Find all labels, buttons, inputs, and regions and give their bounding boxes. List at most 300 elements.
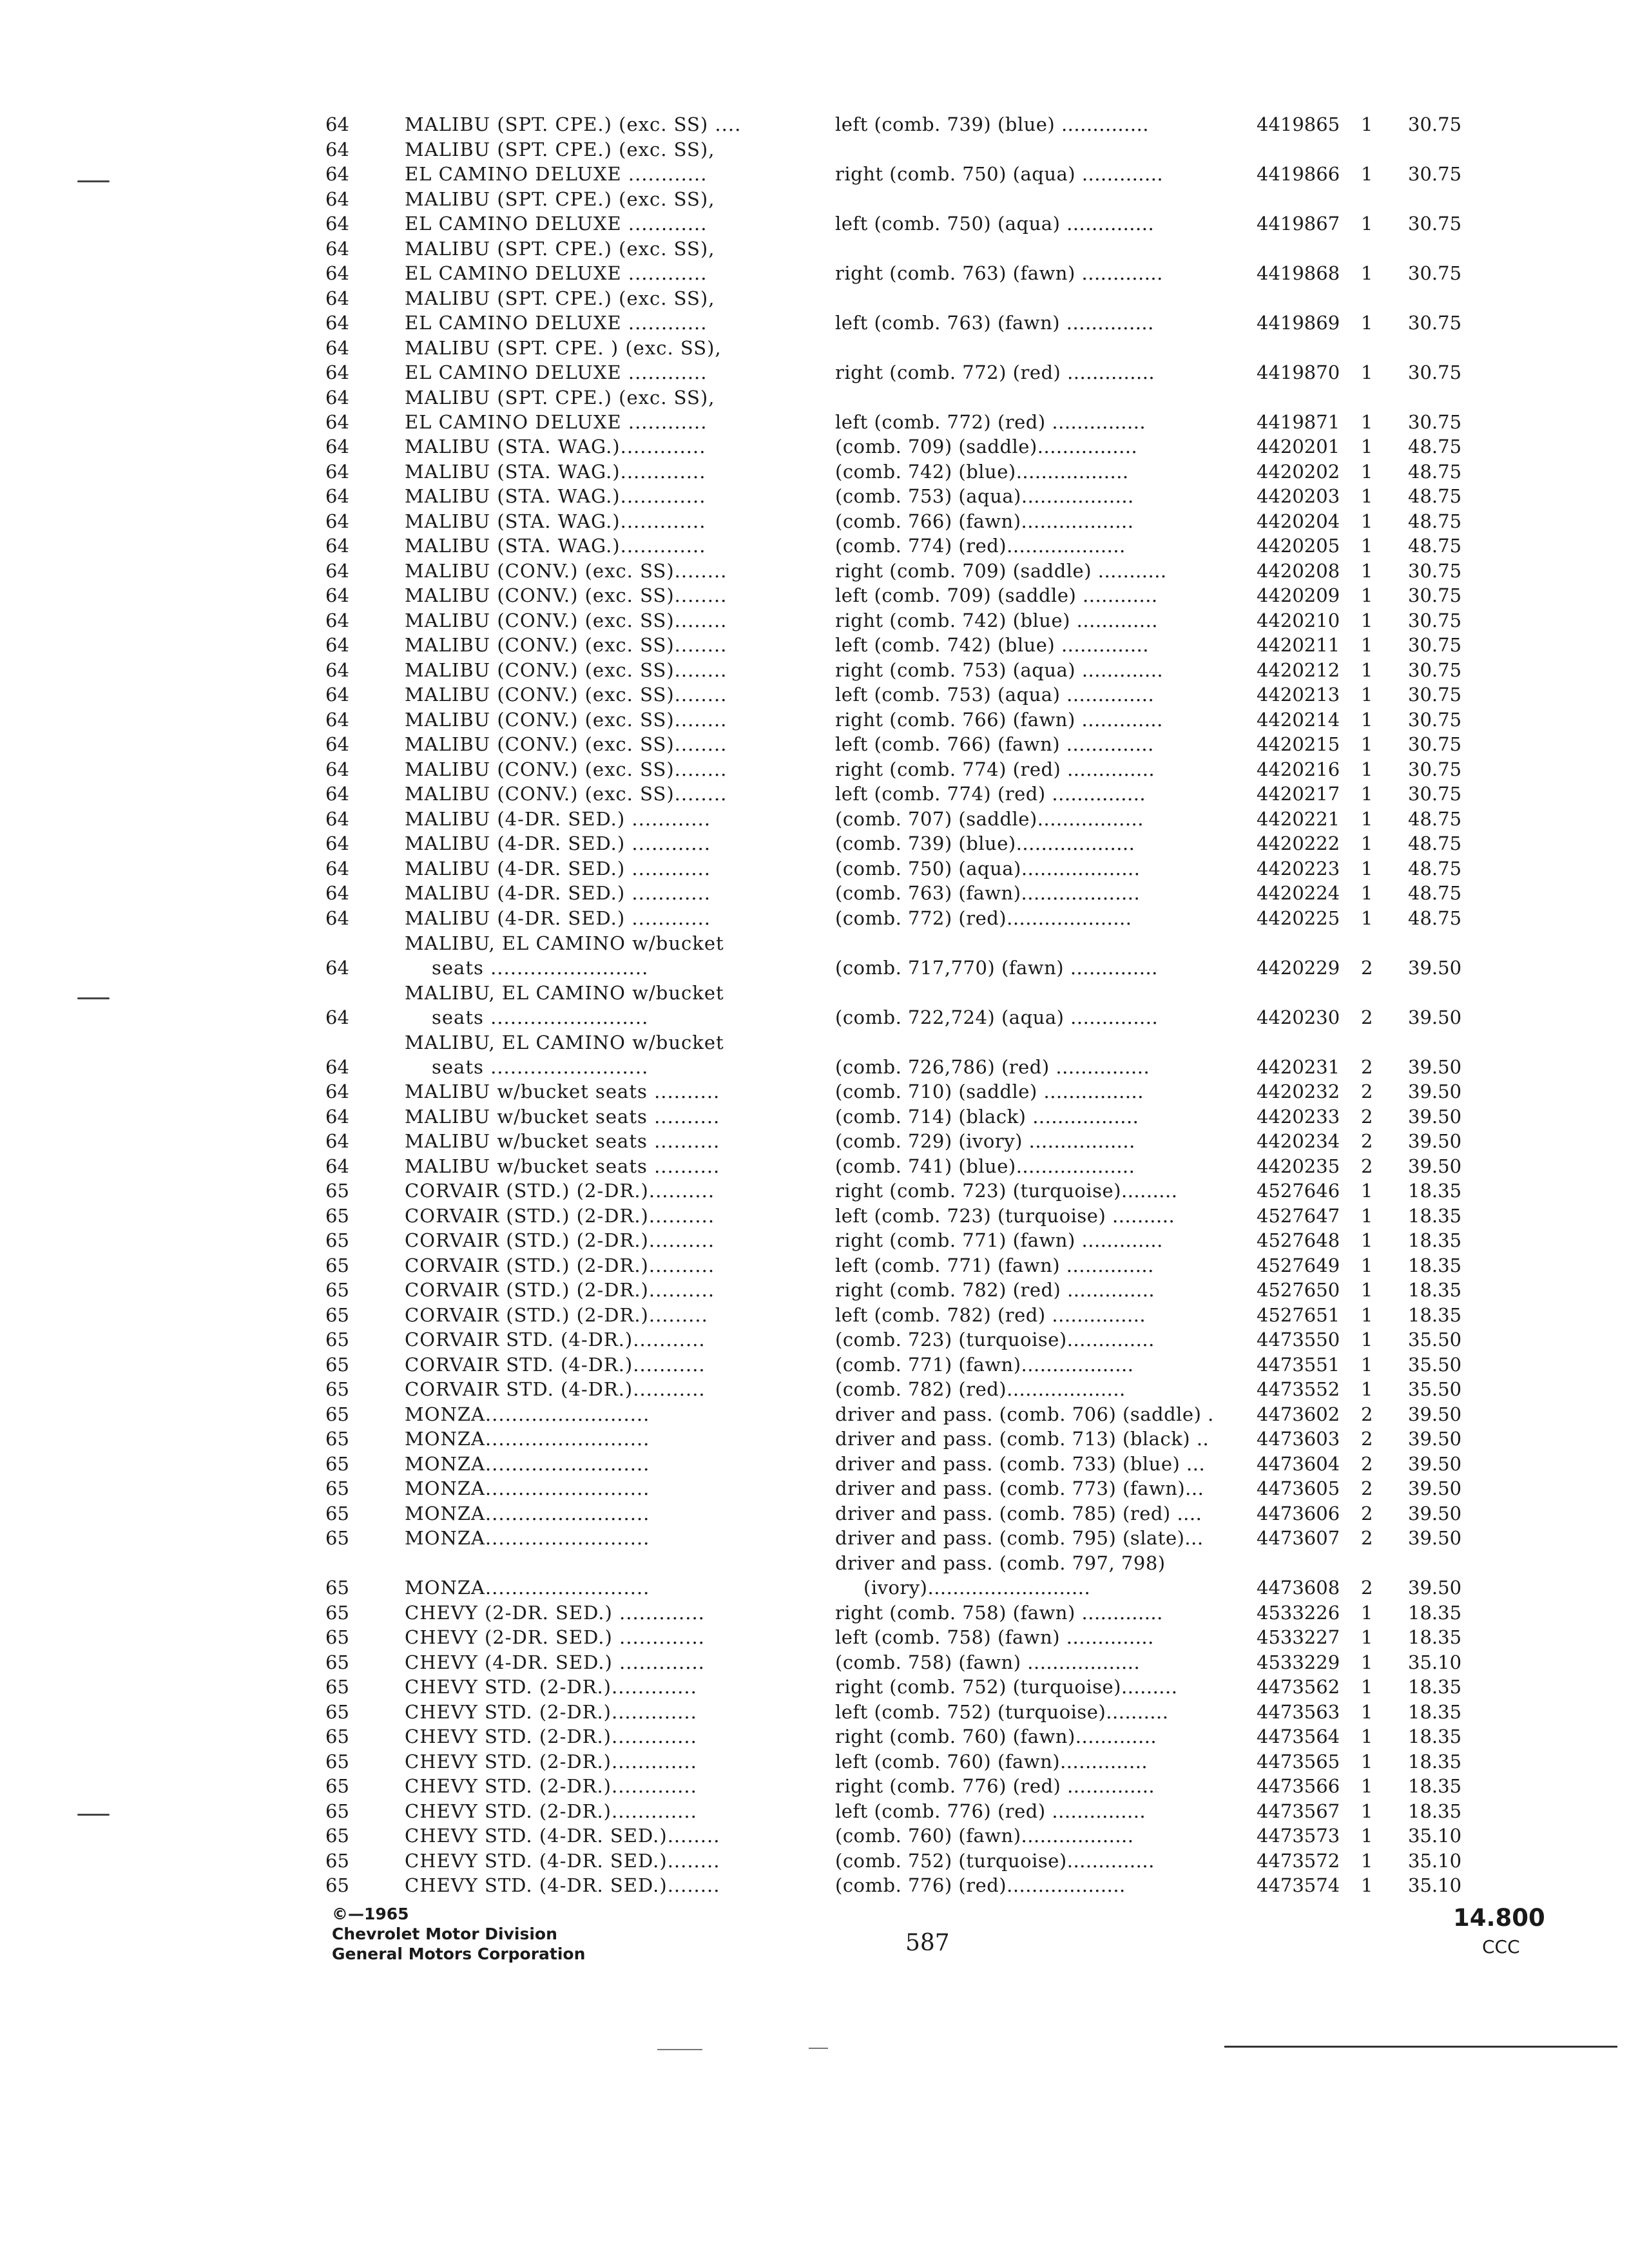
part-number-cell: 4533229 bbox=[1257, 1651, 1340, 1673]
model-cell: MONZA......................... bbox=[405, 1428, 650, 1450]
quantity-cell: 1 bbox=[1361, 807, 1373, 830]
model-cell: MALIBU (CONV.) (exc. SS)........ bbox=[405, 684, 728, 706]
price-cell: 39.50 bbox=[1408, 956, 1462, 979]
description-cell: (comb. 707) (saddle)................. bbox=[835, 807, 1144, 830]
year-cell: 64 bbox=[325, 1006, 349, 1028]
year-cell: 65 bbox=[325, 1452, 349, 1475]
description-cell: (comb. 729) (ivory) ................. bbox=[835, 1130, 1135, 1152]
price-cell: 35.50 bbox=[1408, 1353, 1462, 1376]
description-cell: right (comb. 750) (aqua) ............. bbox=[835, 162, 1164, 185]
year-cell: 65 bbox=[325, 1378, 349, 1400]
description-cell: (comb. 782) (red)................... bbox=[835, 1378, 1126, 1400]
part-number-cell: 4473606 bbox=[1257, 1502, 1340, 1524]
part-number-cell: 4527651 bbox=[1257, 1303, 1340, 1326]
quantity-cell: 2 bbox=[1361, 1527, 1373, 1549]
quantity-cell: 1 bbox=[1361, 733, 1373, 755]
model-cell: CORVAIR STD. (4-DR.)........... bbox=[405, 1353, 706, 1376]
section-code: CCC bbox=[1482, 1936, 1520, 1957]
year-cell: 64 bbox=[325, 609, 349, 631]
price-cell: 39.50 bbox=[1408, 1130, 1462, 1152]
model-cell: CHEVY STD. (2-DR.)............. bbox=[405, 1775, 697, 1797]
description-cell: left (comb. 776) (red) ............... bbox=[835, 1800, 1146, 1822]
description-cell: left (comb. 771) (fawn) .............. bbox=[835, 1254, 1154, 1276]
description-cell: (comb. 739) (blue)................... bbox=[835, 832, 1135, 854]
description-cell: right (comb. 782) (red) .............. bbox=[835, 1279, 1155, 1301]
part-number-cell: 4420204 bbox=[1257, 510, 1340, 532]
year-cell: 64 bbox=[325, 832, 349, 854]
part-number-cell: 4419867 bbox=[1257, 212, 1340, 235]
part-number-cell: 4473550 bbox=[1257, 1329, 1340, 1350]
price-cell: 39.50 bbox=[1408, 1006, 1462, 1028]
description-cell: driver and pass. (comb. 785) (red) .... bbox=[835, 1502, 1202, 1524]
catalog-row bbox=[0, 1204, 1629, 1229]
quantity-cell: 1 bbox=[1361, 113, 1373, 135]
model-cell: MONZA......................... bbox=[405, 1452, 650, 1475]
year-cell: 64 bbox=[325, 485, 349, 507]
model-cell: CORVAIR (STD.) (2-DR.).......... bbox=[405, 1180, 715, 1202]
description-cell: (comb. 750) (aqua)................... bbox=[835, 857, 1141, 879]
part-number-cell: 4527646 bbox=[1257, 1180, 1340, 1202]
price-cell: 48.75 bbox=[1408, 907, 1462, 929]
catalog-row bbox=[0, 1279, 1629, 1304]
year-cell: 65 bbox=[325, 1700, 349, 1723]
model-cell: MONZA......................... bbox=[405, 1477, 650, 1499]
part-number-cell: 4420230 bbox=[1257, 1006, 1340, 1028]
year-cell: 65 bbox=[325, 1303, 349, 1326]
catalog-row bbox=[0, 832, 1629, 858]
catalog-row bbox=[0, 1800, 1629, 1825]
catalog-row bbox=[0, 1552, 1629, 1601]
year-cell: 65 bbox=[325, 1825, 349, 1847]
price-cell: 35.10 bbox=[1408, 1874, 1462, 1896]
model-cell: seats ........................ bbox=[432, 1055, 649, 1078]
price-cell: 48.75 bbox=[1408, 485, 1462, 507]
description-cell: driver and pass. (comb. 713) (black) .. bbox=[835, 1428, 1210, 1450]
price-cell: 18.35 bbox=[1408, 1279, 1462, 1301]
quantity-cell: 1 bbox=[1361, 212, 1373, 235]
model-cell: EL CAMINO DELUXE ............ bbox=[405, 361, 708, 383]
part-number-cell: 4473552 bbox=[1257, 1378, 1340, 1400]
catalog-row bbox=[0, 1378, 1629, 1403]
description-cell: left (comb. 752) (turquoise).......... bbox=[835, 1700, 1169, 1723]
quantity-cell: 1 bbox=[1361, 485, 1373, 507]
quantity-cell: 1 bbox=[1361, 1229, 1373, 1251]
quantity-cell: 1 bbox=[1361, 609, 1373, 631]
year-cell: 65 bbox=[325, 1279, 349, 1301]
description-cell: (comb. 774) (red)................... bbox=[835, 535, 1126, 557]
catalog-row bbox=[0, 1601, 1629, 1626]
part-number-cell: 4420210 bbox=[1257, 609, 1340, 631]
publisher-block bbox=[332, 1904, 585, 1964]
catalog-row bbox=[0, 1031, 1629, 1081]
year-cell: 65 bbox=[325, 1725, 349, 1747]
quantity-cell: 1 bbox=[1361, 684, 1373, 706]
year-cell: 65 bbox=[325, 1329, 349, 1350]
year-cell: 64 bbox=[325, 1081, 349, 1102]
model-cell: CORVAIR STD. (4-DR.)........... bbox=[405, 1329, 706, 1350]
catalog-row bbox=[0, 758, 1629, 783]
model-cell: seats ........................ bbox=[432, 1006, 649, 1028]
catalog-row bbox=[0, 1676, 1629, 1701]
description-cell: driver and pass. (comb. 706) (saddle) . bbox=[835, 1403, 1214, 1425]
part-number-cell: 4419866 bbox=[1257, 162, 1340, 185]
catalog-row bbox=[0, 1527, 1629, 1552]
year-cell: 64 bbox=[325, 907, 349, 929]
model-cell: MONZA......................... bbox=[405, 1577, 650, 1599]
model-cell: CHEVY STD. (2-DR.)............. bbox=[405, 1800, 697, 1822]
description-cell: left (comb. 750) (aqua) .............. bbox=[835, 212, 1155, 235]
year-cell: 64 bbox=[325, 237, 349, 260]
model-cell: MALIBU (4-DR. SED.) ............ bbox=[405, 907, 711, 929]
quantity-cell: 1 bbox=[1361, 634, 1373, 656]
year-cell: 64 bbox=[325, 783, 349, 805]
model-cell: CORVAIR (STD.) (2-DR.).......... bbox=[405, 1254, 715, 1276]
quantity-cell: 1 bbox=[1361, 783, 1373, 805]
catalog-row bbox=[0, 1700, 1629, 1725]
description-cell: driver and pass. (comb. 733) (blue) ... bbox=[835, 1452, 1206, 1475]
scan-rule bbox=[1224, 2046, 1617, 2048]
scan-rule bbox=[809, 2048, 828, 2049]
model-cell: CHEVY STD. (2-DR.)............. bbox=[405, 1676, 697, 1698]
price-cell: 35.50 bbox=[1408, 1329, 1462, 1350]
price-cell: 39.50 bbox=[1408, 1502, 1462, 1524]
quantity-cell: 1 bbox=[1361, 361, 1373, 383]
year-cell: 65 bbox=[325, 1477, 349, 1499]
quantity-cell: 2 bbox=[1361, 1055, 1373, 1078]
catalog-row bbox=[0, 386, 1629, 436]
model-cell: CHEVY STD. (4-DR. SED.)........ bbox=[405, 1874, 720, 1896]
price-cell: 30.75 bbox=[1408, 758, 1462, 780]
price-cell: 39.50 bbox=[1408, 1428, 1462, 1450]
price-cell: 39.50 bbox=[1408, 1105, 1462, 1128]
price-cell: 48.75 bbox=[1408, 882, 1462, 904]
price-cell: 30.75 bbox=[1408, 212, 1462, 235]
quantity-cell: 1 bbox=[1361, 857, 1373, 879]
part-number-cell: 4420203 bbox=[1257, 485, 1340, 507]
quantity-cell: 1 bbox=[1361, 1825, 1373, 1847]
copyright-line: ©—1965 bbox=[332, 1905, 409, 1923]
part-number-cell: 4420221 bbox=[1257, 807, 1340, 830]
price-cell: 30.75 bbox=[1408, 708, 1462, 731]
catalog-row bbox=[0, 485, 1629, 510]
part-number-cell: 4420234 bbox=[1257, 1130, 1340, 1152]
quantity-cell: 1 bbox=[1361, 162, 1373, 185]
quantity-cell: 1 bbox=[1361, 1204, 1373, 1227]
description-cell: (comb. 772) (red).................... bbox=[835, 907, 1132, 929]
price-cell: 30.75 bbox=[1408, 361, 1462, 383]
model-cell: MALIBU (STA. WAG.)............. bbox=[405, 436, 706, 457]
quantity-cell: 1 bbox=[1361, 1800, 1373, 1822]
price-cell: 30.75 bbox=[1408, 733, 1462, 755]
catalog-row bbox=[0, 882, 1629, 907]
price-cell: 48.75 bbox=[1408, 857, 1462, 879]
year-cell: 64 bbox=[325, 361, 349, 383]
catalog-row bbox=[0, 1651, 1629, 1676]
description-cell: right (comb. 774) (red) .............. bbox=[835, 758, 1155, 780]
model-cell: EL CAMINO DELUXE ............ bbox=[405, 162, 708, 185]
year-cell: 64 bbox=[325, 559, 349, 582]
year-cell: 64 bbox=[325, 658, 349, 681]
catalog-row bbox=[0, 981, 1629, 1031]
part-number-cell: 4420231 bbox=[1257, 1055, 1340, 1078]
quantity-cell: 2 bbox=[1361, 1577, 1373, 1599]
description-cell: (comb. 771) (fawn).................. bbox=[835, 1353, 1134, 1376]
price-cell: 18.35 bbox=[1408, 1750, 1462, 1773]
part-number-cell: 4527650 bbox=[1257, 1279, 1340, 1301]
quantity-cell: 2 bbox=[1361, 1452, 1373, 1475]
catalog-row bbox=[0, 1303, 1629, 1329]
part-number-cell: 4420223 bbox=[1257, 857, 1340, 879]
quantity-cell: 1 bbox=[1361, 410, 1373, 433]
model-cell: MALIBU (SPT. CPE.) (exc. SS), bbox=[405, 287, 715, 309]
year-cell: 64 bbox=[325, 1105, 349, 1128]
quantity-cell: 2 bbox=[1361, 1105, 1373, 1128]
year-cell: 64 bbox=[325, 212, 349, 235]
description-cell: left (comb. 782) (red) ............... bbox=[835, 1303, 1146, 1326]
part-number-cell: 4473563 bbox=[1257, 1700, 1340, 1723]
page-number: 587 bbox=[905, 1930, 950, 1956]
year-cell: 64 bbox=[325, 1155, 349, 1177]
year-cell: 65 bbox=[325, 1874, 349, 1896]
year-cell: 64 bbox=[325, 857, 349, 879]
year-cell: 64 bbox=[325, 708, 349, 731]
model-cell: CORVAIR STD. (4-DR.)........... bbox=[405, 1378, 706, 1400]
part-number-cell: 4420205 bbox=[1257, 535, 1340, 557]
catalog-row bbox=[0, 1180, 1629, 1205]
price-cell: 30.75 bbox=[1408, 658, 1462, 681]
year-cell: 64 bbox=[325, 882, 349, 904]
quantity-cell: 1 bbox=[1361, 882, 1373, 904]
quantity-cell: 1 bbox=[1361, 1750, 1373, 1773]
price-cell: 35.50 bbox=[1408, 1378, 1462, 1400]
price-cell: 48.75 bbox=[1408, 460, 1462, 483]
catalog-row bbox=[0, 1874, 1629, 1899]
model-cell: CHEVY STD. (2-DR.)............. bbox=[405, 1750, 697, 1773]
part-number-cell: 4419870 bbox=[1257, 361, 1340, 383]
quantity-cell: 1 bbox=[1361, 1180, 1373, 1202]
price-cell: 48.75 bbox=[1408, 510, 1462, 532]
price-cell: 39.50 bbox=[1408, 1081, 1462, 1102]
part-number-cell: 4473572 bbox=[1257, 1849, 1340, 1872]
catalog-row bbox=[0, 336, 1629, 386]
catalog-row bbox=[0, 559, 1629, 584]
quantity-cell: 2 bbox=[1361, 1081, 1373, 1102]
description-cell: left (comb. 739) (blue) .............. bbox=[835, 113, 1150, 135]
year-cell: 65 bbox=[325, 1204, 349, 1227]
catalog-row bbox=[0, 1403, 1629, 1428]
catalog-row bbox=[0, 287, 1629, 336]
price-cell: 18.35 bbox=[1408, 1775, 1462, 1797]
quantity-cell: 2 bbox=[1361, 1502, 1373, 1524]
catalog-row bbox=[0, 187, 1629, 237]
price-cell: 18.35 bbox=[1408, 1303, 1462, 1326]
quantity-cell: 1 bbox=[1361, 1676, 1373, 1698]
part-number-cell: 4420215 bbox=[1257, 733, 1340, 755]
part-number-cell: 4473605 bbox=[1257, 1477, 1340, 1499]
quantity-cell: 1 bbox=[1361, 460, 1373, 483]
price-cell: 35.10 bbox=[1408, 1825, 1462, 1847]
part-number-cell: 4420216 bbox=[1257, 758, 1340, 780]
catalog-row bbox=[0, 1155, 1629, 1180]
year-cell: 64 bbox=[325, 684, 349, 706]
part-number-cell: 4420232 bbox=[1257, 1081, 1340, 1102]
part-number-cell: 4420222 bbox=[1257, 832, 1340, 854]
quantity-cell: 1 bbox=[1361, 832, 1373, 854]
part-number-cell: 4420201 bbox=[1257, 436, 1340, 457]
model-cell: CORVAIR (STD.) (2-DR.).......... bbox=[405, 1229, 715, 1251]
corporation-line: General Motors Corporation bbox=[332, 1945, 586, 1963]
year-cell: 64 bbox=[325, 535, 349, 557]
part-number-cell: 4473566 bbox=[1257, 1775, 1340, 1797]
year-cell: 64 bbox=[325, 410, 349, 433]
quantity-cell: 1 bbox=[1361, 1700, 1373, 1723]
quantity-cell: 1 bbox=[1361, 559, 1373, 582]
description-cell: (comb. 758) (fawn) .................. bbox=[835, 1651, 1141, 1673]
model-cell: MALIBU (CONV.) (exc. SS)........ bbox=[405, 634, 728, 656]
catalog-row bbox=[0, 1254, 1629, 1279]
description-cell: (comb. 726,786) (red) ............... bbox=[835, 1055, 1150, 1078]
description-cell: (comb. 760) (fawn).................. bbox=[835, 1825, 1134, 1847]
quantity-cell: 1 bbox=[1361, 1874, 1373, 1896]
year-cell: 64 bbox=[325, 187, 349, 210]
model-cell: MALIBU (CONV.) (exc. SS)........ bbox=[405, 758, 728, 780]
model-cell: MALIBU (STA. WAG.)............. bbox=[405, 510, 706, 532]
model-cell: MALIBU w/bucket seats .......... bbox=[405, 1081, 720, 1102]
model-cell: MALIBU, EL CAMINO w/bucket bbox=[405, 932, 724, 954]
description-cell: (comb. 717,770) (fawn) .............. bbox=[835, 956, 1158, 979]
model-cell: MALIBU (STA. WAG.)............. bbox=[405, 485, 706, 507]
catalog-row bbox=[0, 658, 1629, 684]
description-cell: right (comb. 752) (turquoise)......... bbox=[835, 1676, 1178, 1698]
catalog-row bbox=[0, 1626, 1629, 1651]
year-cell: 64 bbox=[325, 634, 349, 656]
year-cell: 64 bbox=[325, 311, 349, 334]
quantity-cell: 1 bbox=[1361, 658, 1373, 681]
model-cell: CORVAIR (STD.) (2-DR.).......... bbox=[405, 1279, 715, 1301]
description-cell: right (comb. 742) (blue) ............. bbox=[835, 609, 1159, 631]
price-cell: 48.75 bbox=[1408, 807, 1462, 830]
part-number-cell: 4473602 bbox=[1257, 1403, 1340, 1425]
catalog-row bbox=[0, 510, 1629, 535]
model-cell: MONZA......................... bbox=[405, 1502, 650, 1524]
description-cell: right (comb. 760) (fawn)............. bbox=[835, 1725, 1157, 1747]
part-number-cell: 4419869 bbox=[1257, 311, 1340, 334]
model-cell: MALIBU (STA. WAG.)............. bbox=[405, 460, 706, 483]
price-cell: 30.75 bbox=[1408, 559, 1462, 582]
price-cell: 39.50 bbox=[1408, 1403, 1462, 1425]
year-cell: 65 bbox=[325, 1527, 349, 1549]
price-cell: 35.10 bbox=[1408, 1849, 1462, 1872]
price-cell: 30.75 bbox=[1408, 262, 1462, 284]
quantity-cell: 1 bbox=[1361, 1378, 1373, 1400]
part-number-cell: 4420233 bbox=[1257, 1105, 1340, 1128]
quantity-cell: 1 bbox=[1361, 708, 1373, 731]
catalog-row bbox=[0, 1502, 1629, 1527]
price-cell: 18.35 bbox=[1408, 1204, 1462, 1227]
quantity-cell: 1 bbox=[1361, 436, 1373, 457]
model-cell: seats ........................ bbox=[432, 956, 649, 979]
year-cell: 65 bbox=[325, 1428, 349, 1450]
model-cell: MALIBU (CONV.) (exc. SS)........ bbox=[405, 559, 728, 582]
model-cell: MONZA......................... bbox=[405, 1403, 650, 1425]
part-number-cell: 4473607 bbox=[1257, 1527, 1340, 1549]
part-number-cell: 4527647 bbox=[1257, 1204, 1340, 1227]
part-number-cell: 4420213 bbox=[1257, 684, 1340, 706]
description-cell: (comb. 709) (saddle)................ bbox=[835, 436, 1138, 457]
price-cell: 18.35 bbox=[1408, 1626, 1462, 1648]
model-cell: MALIBU (4-DR. SED.) ............ bbox=[405, 882, 711, 904]
model-cell: MALIBU (SPT. CPE.) (exc. SS), bbox=[405, 138, 715, 160]
quantity-cell: 1 bbox=[1361, 311, 1373, 334]
year-cell: 65 bbox=[325, 1626, 349, 1648]
description-cell: left (comb. 723) (turquoise) .......... bbox=[835, 1204, 1175, 1227]
year-cell: 65 bbox=[325, 1229, 349, 1251]
catalog-row bbox=[0, 237, 1629, 287]
model-cell: MALIBU (SPT. CPE. ) (exc. SS), bbox=[405, 336, 722, 359]
quantity-cell: 2 bbox=[1361, 1477, 1373, 1499]
catalog-row bbox=[0, 1353, 1629, 1378]
division-line: Chevrolet Motor Division bbox=[332, 1925, 557, 1943]
description-cell: left (comb. 766) (fawn) .............. bbox=[835, 733, 1154, 755]
year-cell: 65 bbox=[325, 1651, 349, 1673]
year-cell: 65 bbox=[325, 1403, 349, 1425]
catalog-row bbox=[0, 436, 1629, 461]
quantity-cell: 1 bbox=[1361, 1849, 1373, 1872]
description-cell: (comb. 741) (blue)................... bbox=[835, 1155, 1135, 1177]
description-cell: (comb. 763) (fawn)................... bbox=[835, 882, 1141, 904]
year-cell: 64 bbox=[325, 584, 349, 606]
model-cell: MONZA......................... bbox=[405, 1527, 650, 1549]
part-number-cell: 4419865 bbox=[1257, 113, 1340, 135]
model-cell: MALIBU w/bucket seats .......... bbox=[405, 1105, 720, 1128]
model-cell: CHEVY (2-DR. SED.) ............. bbox=[405, 1626, 705, 1648]
catalog-row bbox=[0, 535, 1629, 560]
year-cell: 65 bbox=[325, 1750, 349, 1773]
model-cell: EL CAMINO DELUXE ............ bbox=[405, 311, 708, 334]
year-cell: 64 bbox=[325, 733, 349, 755]
description-cell: left (comb. 763) (fawn) .............. bbox=[835, 311, 1154, 334]
catalog-row bbox=[0, 1081, 1629, 1106]
year-cell: 65 bbox=[325, 1577, 349, 1599]
description-cell: right (comb. 763) (fawn) ............. bbox=[835, 262, 1163, 284]
model-cell: CHEVY (4-DR. SED.) ............. bbox=[405, 1651, 705, 1673]
year-cell: 64 bbox=[325, 262, 349, 284]
model-cell: CHEVY STD. (2-DR.)............. bbox=[405, 1700, 697, 1723]
price-cell: 30.75 bbox=[1408, 634, 1462, 656]
catalog-row bbox=[0, 932, 1629, 981]
year-cell: 64 bbox=[325, 956, 349, 979]
catalog-row bbox=[0, 1329, 1629, 1354]
price-cell: 39.50 bbox=[1408, 1155, 1462, 1177]
price-cell: 30.75 bbox=[1408, 684, 1462, 706]
part-number-cell: 4420208 bbox=[1257, 559, 1340, 582]
catalog-row bbox=[0, 857, 1629, 882]
part-number-cell: 4420225 bbox=[1257, 907, 1340, 929]
part-number-cell: 4420209 bbox=[1257, 584, 1340, 606]
year-cell: 64 bbox=[325, 510, 349, 532]
parts-list bbox=[0, 113, 1629, 1899]
description-cell: left (comb. 742) (blue) .............. bbox=[835, 634, 1150, 656]
model-cell: EL CAMINO DELUXE ............ bbox=[405, 212, 708, 235]
price-cell: 39.50 bbox=[1408, 1527, 1462, 1549]
part-number-cell: 4473574 bbox=[1257, 1874, 1340, 1896]
section-number: 14.800 bbox=[1453, 1904, 1545, 1932]
part-number-cell: 4533227 bbox=[1257, 1626, 1340, 1648]
catalog-row bbox=[0, 1229, 1629, 1254]
part-number-cell: 4473564 bbox=[1257, 1725, 1340, 1747]
quantity-cell: 1 bbox=[1361, 1353, 1373, 1376]
part-number-cell: 4527649 bbox=[1257, 1254, 1340, 1276]
